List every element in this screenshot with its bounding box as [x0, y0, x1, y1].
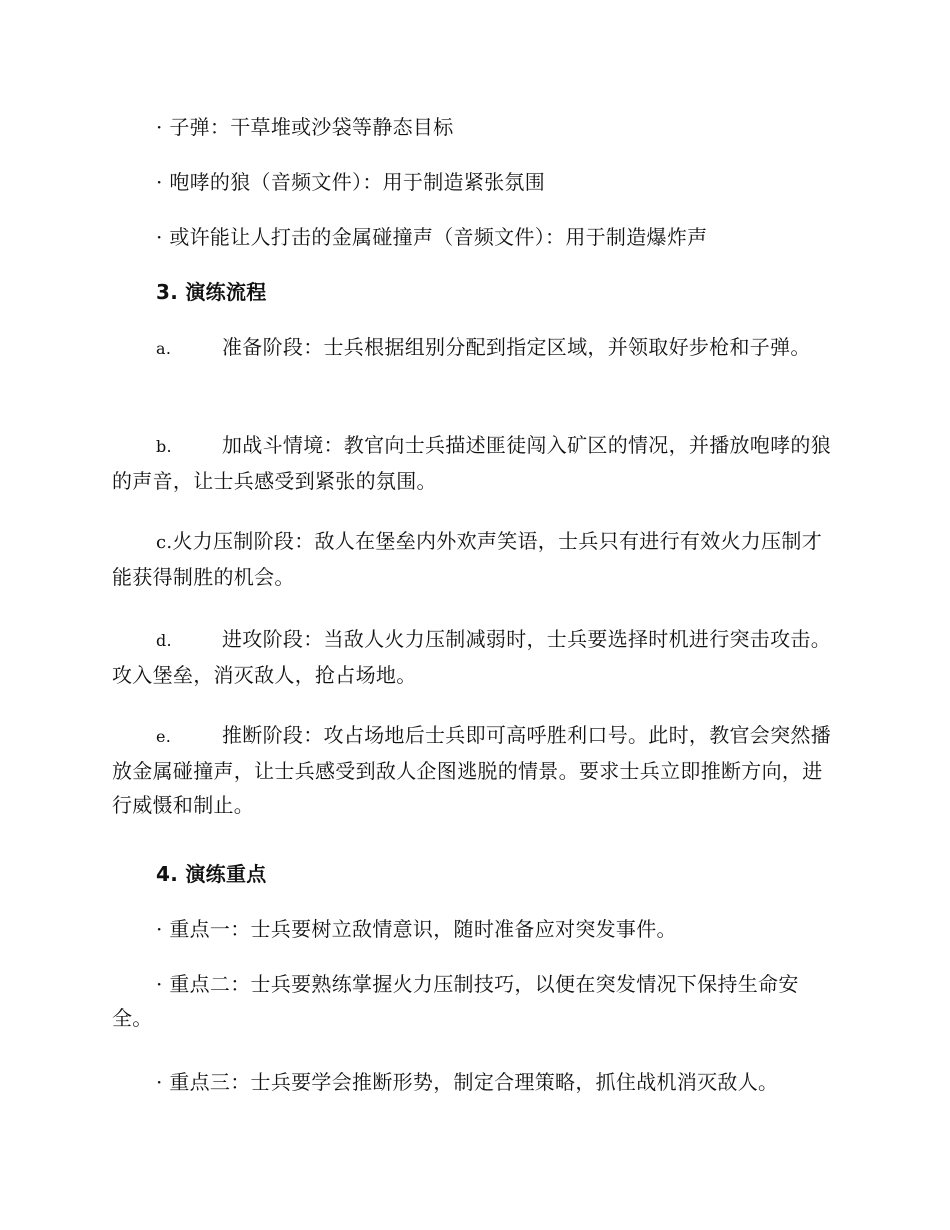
- item-letter: c.: [156, 532, 173, 553]
- item-text: 推断阶段：攻占场地后士兵即可高呼胜利口号。此时，教官会突然播放金属碰撞声，让士兵感受到敌人企图逃脱的情景。要求士兵立即推断方向，进行威慑和制止。: [112, 723, 831, 817]
- procedure-item: [112, 524, 836, 594]
- item-text: 火力压制阶段：敌人在堡垒内外欢声笑语，士兵只有进行有效火力压制才能获得制胜的机会。: [112, 529, 823, 589]
- key-point: · 重点三：士兵要学会推断形势，制定合理策略，抓住战机消灭敌人。: [156, 1070, 779, 1094]
- item-text: 准备阶段：士兵根据组别分配到指定区域，并领取好步枪和子弹。: [222, 335, 811, 359]
- item-letter: e.: [156, 727, 172, 746]
- bullet-item: · 咆哮的狼（音频文件）：用于制造紧张氛围: [156, 170, 546, 194]
- section-heading: 3. 演练流程: [156, 280, 267, 304]
- procedure-item: [112, 428, 836, 498]
- item-text: 进攻阶段：当敌人火力压制减弱时，士兵要选择时机进行突击攻击。攻入堡垒，消灭敌人，抢占场地。: [112, 627, 831, 687]
- item-text: 加战斗情境：教官向士兵描述匪徒闯入矿区的情况，并播放咆哮的狼的声音，让士兵感受到紧张的氛围。: [112, 433, 831, 493]
- procedure-item: [112, 330, 836, 366]
- item-letter: a.: [156, 339, 172, 358]
- item-letter: b.: [156, 437, 172, 456]
- key-point: · 重点二：士兵要熟练掌握火力压制技巧，以便在突发情况下保持生命安全。: [112, 972, 799, 1030]
- key-point: · 重点一：士兵要树立敌情意识，随时准备应对突发事件。: [156, 917, 677, 941]
- procedure-item: [112, 622, 836, 692]
- item-letter: d.: [156, 631, 172, 650]
- procedure-item: [112, 718, 836, 822]
- bullet-item: · 或许能让人打击的金属碰撞声（音频文件）：用于制造爆炸声: [156, 225, 708, 249]
- section-heading: 4. 演练重点: [156, 862, 267, 886]
- bullet-item: · 子弹：干草堆或沙袋等静态目标: [156, 115, 454, 139]
